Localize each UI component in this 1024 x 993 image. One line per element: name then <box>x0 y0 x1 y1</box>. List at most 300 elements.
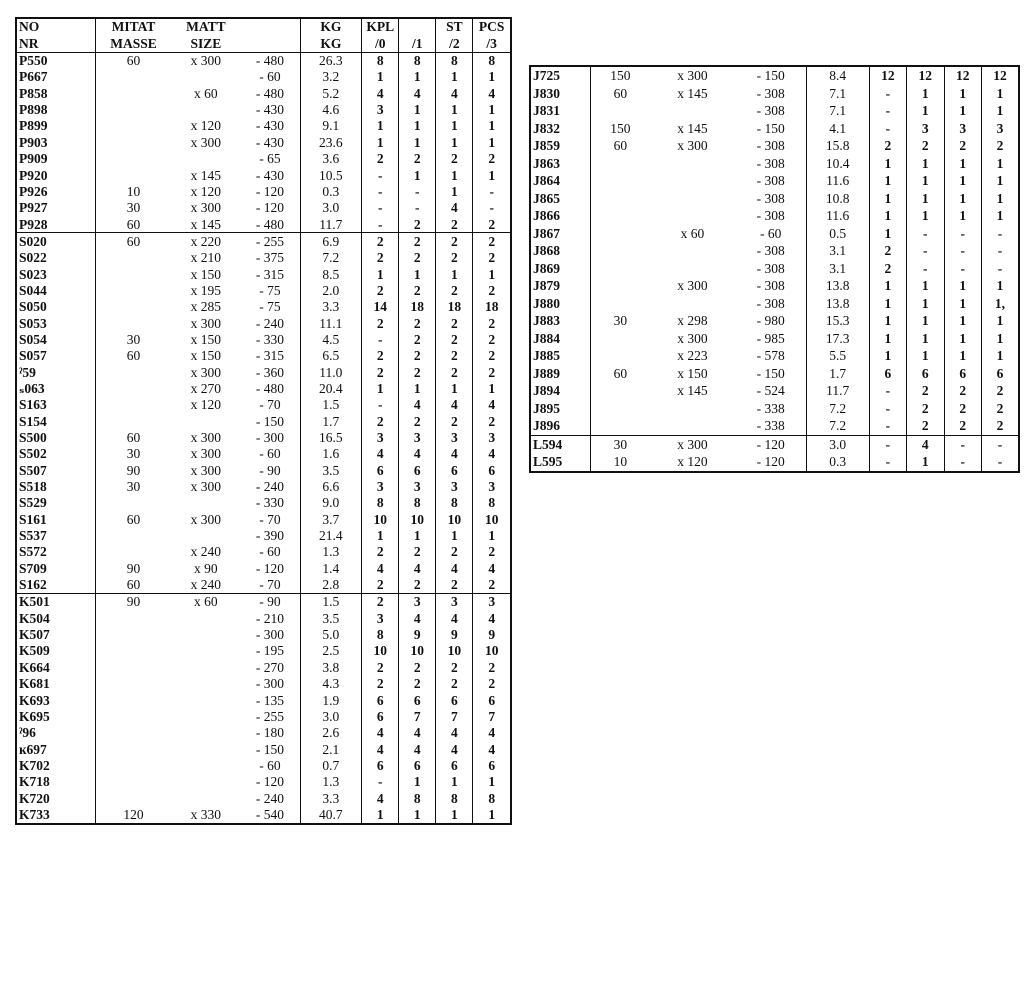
left-cell-item-number: P920 <box>19 167 48 183</box>
left-cell-measure <box>95 315 171 331</box>
left-cell-qty-2: 1 <box>436 528 473 544</box>
right-cell-measure: 150 <box>591 120 650 138</box>
left-cell-qty-1: 2 <box>399 659 436 675</box>
left-cell-length: - 70 <box>259 397 281 413</box>
right-cell-measure <box>591 330 650 348</box>
left-cell-size: x 300 <box>190 53 222 69</box>
right-row <box>530 137 1019 155</box>
right-cell-item-number: J889 <box>533 365 560 381</box>
left-cell-item-number: S500 <box>19 430 47 446</box>
left-cell-weight: 0.3 <box>300 183 362 199</box>
left-cell-size: x 300 <box>190 315 222 331</box>
left-cell-weight: 1.5 <box>300 397 362 413</box>
left-row <box>16 446 511 462</box>
left-cell-qty-2: 3 <box>436 479 473 495</box>
left-cell-qty-2: 1 <box>436 118 473 134</box>
left-cell-qty-2: 10 <box>436 643 473 659</box>
left-cell-length: - 60 <box>259 69 281 85</box>
right-cell-measure: 10 <box>591 453 650 472</box>
right-cell-qty-0: - <box>869 120 906 138</box>
right-cell-qty-2: 1 <box>944 85 981 103</box>
left-cell-qty-0: - <box>362 183 399 199</box>
right-cell-size: x 145 <box>677 383 708 398</box>
left-cell-qty-1: 2 <box>399 151 436 167</box>
left-header-cell: /3 <box>473 35 511 52</box>
left-cell-measure: 10 <box>95 183 171 199</box>
left-cell-qty-3: 6 <box>473 757 511 773</box>
left-cell-item-number: S537 <box>19 528 47 544</box>
left-cell-qty-3: 4 <box>473 610 511 626</box>
left-cell-size: x 145 <box>190 167 222 183</box>
right-cell-qty-1: 1 <box>907 207 944 225</box>
right-cell-size: x 145 <box>677 85 708 101</box>
right-cell-qty-1: 2 <box>907 137 944 155</box>
right-cell-qty-2: 3 <box>944 120 981 138</box>
left-cell-qty-1: 2 <box>399 348 436 364</box>
right-cell-qty-2: 1 <box>944 155 981 173</box>
left-cell-qty-1: 4 <box>399 610 436 626</box>
left-cell-measure <box>95 692 171 708</box>
right-cell-qty-3: 1 <box>981 330 1019 348</box>
left-cell-qty-3: 2 <box>473 577 511 594</box>
left-cell-weight: 3.2 <box>300 69 362 85</box>
left-header-cell: NR <box>16 35 95 52</box>
left-cell-weight: 6.9 <box>300 233 362 250</box>
left-cell-weight: 3.3 <box>300 790 362 806</box>
right-cell-measure: 30 <box>591 435 650 453</box>
left-cell-weight: 23.6 <box>300 134 362 150</box>
left-cell-length: - 270 <box>255 659 284 675</box>
left-cell-qty-3: 3 <box>473 430 511 446</box>
left-cell-qty-0: - <box>362 332 399 348</box>
left-cell-qty-1: 10 <box>399 511 436 527</box>
left-row <box>16 577 511 594</box>
right-row <box>530 453 1019 472</box>
right-cell-weight: 15.8 <box>806 137 869 155</box>
left-cell-item-number: S572 <box>19 544 47 560</box>
left-cell-qty-2: 2 <box>436 577 473 594</box>
left-cell-qty-0: - <box>362 167 399 183</box>
right-row <box>530 417 1019 435</box>
left-cell-qty-3: 7 <box>473 708 511 724</box>
left-cell-qty-3: 2 <box>473 544 511 560</box>
left-cell-qty-0: 3 <box>362 102 399 118</box>
right-cell-qty-2: - <box>944 435 981 453</box>
left-cell-qty-0: 2 <box>362 577 399 594</box>
left-cell-weight: 4.6 <box>300 102 362 118</box>
left-row <box>16 692 511 708</box>
right-cell-qty-2: 2 <box>944 417 981 435</box>
right-cell-length: - 120 <box>736 435 807 453</box>
left-cell-qty-2: 8 <box>436 52 473 69</box>
left-cell-qty-1: 9 <box>399 627 436 643</box>
left-row <box>16 250 511 266</box>
left-cell-qty-3: 8 <box>473 495 511 511</box>
right-cell-item-number: J830 <box>533 85 560 101</box>
left-cell-measure: 60 <box>95 233 171 250</box>
right-cell-qty-0: 1 <box>869 295 906 313</box>
left-cell-qty-1: 2 <box>399 676 436 692</box>
right-cell-qty-2: 1 <box>944 207 981 225</box>
left-cell-qty-0: 4 <box>362 85 399 101</box>
left-cell-qty-2: 3 <box>436 430 473 446</box>
left-cell-qty-1: 1 <box>399 134 436 150</box>
left-cell-qty-1: 7 <box>399 708 436 724</box>
left-cell-qty-2: 2 <box>436 413 473 429</box>
left-cell-weight: 2.5 <box>300 643 362 659</box>
right-cell-size <box>649 242 735 260</box>
right-cell-qty-0: - <box>869 417 906 435</box>
left-cell-measure <box>95 610 171 626</box>
left-cell-qty-1: 2 <box>399 233 436 250</box>
right-cell-qty-3: 2 <box>981 382 1019 400</box>
left-cell-item-number: K664 <box>19 659 50 675</box>
right-cell-measure <box>591 207 650 225</box>
left-row <box>16 462 511 478</box>
left-row <box>16 413 511 429</box>
left-cell-qty-1: 18 <box>399 299 436 315</box>
left-header-cell <box>240 18 300 35</box>
left-cell-measure <box>95 627 171 643</box>
left-cell-weight: 0.7 <box>300 757 362 773</box>
right-cell-qty-1: 1 <box>907 102 944 120</box>
left-cell-item-number: P858 <box>19 85 48 101</box>
left-cell-qty-3: 3 <box>473 479 511 495</box>
left-cell-length: - 255 <box>255 708 284 724</box>
right-cell-measure: 30 <box>591 312 650 330</box>
left-cell-qty-1: 2 <box>399 413 436 429</box>
left-header-cell: KPL <box>362 18 399 35</box>
left-cell-qty-0: 1 <box>362 134 399 150</box>
left-cell-size <box>171 610 240 626</box>
left-cell-qty-3: - <box>473 200 511 216</box>
left-cell-weight: 5.0 <box>300 627 362 643</box>
right-cell-item-number: J867 <box>533 225 560 241</box>
left-cell-qty-3: 2 <box>473 659 511 675</box>
right-cell-size: x 298 <box>677 313 708 328</box>
right-row <box>530 242 1019 260</box>
left-cell-qty-2: 2 <box>436 233 473 250</box>
left-cell-measure <box>95 544 171 560</box>
left-cell-item-number: P927 <box>19 200 48 216</box>
left-cell-qty-2: 1 <box>436 102 473 118</box>
right-cell-size <box>649 102 735 120</box>
left-cell-weight: 11.7 <box>300 216 362 233</box>
right-cell-item-number: J832 <box>533 120 560 136</box>
left-cell-item-number: S050 <box>19 299 47 315</box>
right-cell-qty-1: 1 <box>907 172 944 190</box>
left-cell-weight: 1.4 <box>300 560 362 576</box>
left-cell-qty-0: 4 <box>362 560 399 576</box>
left-cell-qty-2: 3 <box>436 594 473 611</box>
left-cell-qty-0: 8 <box>362 627 399 643</box>
left-cell-qty-1: 2 <box>399 283 436 299</box>
right-cell-qty-1: - <box>907 242 944 260</box>
left-cell-size <box>171 151 240 167</box>
left-cell-item-number: K702 <box>19 757 50 773</box>
left-cell-qty-3: 8 <box>473 790 511 806</box>
left-cell-qty-3: 8 <box>473 52 511 69</box>
left-cell-weight: 4.3 <box>300 676 362 692</box>
left-cell-measure: 60 <box>95 430 171 446</box>
left-cell-measure: 60 <box>95 577 171 594</box>
left-cell-qty-0: 8 <box>362 495 399 511</box>
right-cell-weight: 7.2 <box>806 400 869 418</box>
left-cell-length: - 375 <box>255 250 284 266</box>
left-cell-qty-0: 2 <box>362 315 399 331</box>
left-cell-qty-2: 4 <box>436 200 473 216</box>
right-cell-size: x 300 <box>677 330 708 346</box>
left-cell-measure <box>95 151 171 167</box>
right-cell-item-number: J866 <box>533 208 560 223</box>
left-cell-length: - 480 <box>255 380 284 396</box>
right-cell-size: x 150 <box>677 365 708 381</box>
left-cell-qty-0: 10 <box>362 511 399 527</box>
left-cell-qty-0: - <box>362 397 399 413</box>
right-cell-item-number: J885 <box>533 348 560 363</box>
left-cell-item-number: S529 <box>19 495 47 511</box>
left-cell-length: - 330 <box>255 495 284 511</box>
left-cell-qty-3: 4 <box>473 560 511 576</box>
right-cell-length: - 524 <box>756 383 785 398</box>
left-cell-qty-0: 2 <box>362 233 399 250</box>
left-cell-qty-1: 2 <box>399 577 436 594</box>
right-cell-length: - 308 <box>756 243 785 258</box>
left-row <box>16 741 511 757</box>
left-cell-length: - 180 <box>255 725 284 741</box>
left-cell-size <box>171 627 240 643</box>
left-row <box>16 610 511 626</box>
left-cell-length: - 195 <box>255 643 284 659</box>
right-cell-length: - 985 <box>756 330 785 346</box>
left-cell-item-number: K720 <box>19 790 50 806</box>
right-cell-weight: 4.1 <box>806 120 869 138</box>
left-cell-measure <box>95 528 171 544</box>
right-cell-length: - 120 <box>756 454 785 469</box>
left-row <box>16 364 511 380</box>
left-cell-measure: 30 <box>95 200 171 216</box>
left-cell-measure: 120 <box>95 807 171 824</box>
left-cell-item-number: P550 <box>19 53 48 69</box>
left-cell-item-number: K509 <box>19 643 50 659</box>
left-cell-qty-0: 3 <box>362 430 399 446</box>
left-cell-item-number: K693 <box>19 692 50 708</box>
right-cell-item-number: J884 <box>533 330 560 346</box>
left-cell-qty-3: 10 <box>473 643 511 659</box>
left-cell-qty-3: 2 <box>473 332 511 348</box>
left-cell-measure: 60 <box>95 348 171 364</box>
left-cell-qty-2: 2 <box>436 315 473 331</box>
left-cell-qty-1: 1 <box>399 118 436 134</box>
left-cell-measure <box>95 250 171 266</box>
left-cell-qty-3: 3 <box>473 594 511 611</box>
left-cell-qty-0: 10 <box>362 643 399 659</box>
left-cell-length: - 480 <box>255 85 284 101</box>
right-cell-qty-2: 1 <box>944 102 981 120</box>
right-cell-item-number: J831 <box>533 103 560 118</box>
right-cell-qty-1: 12 <box>907 66 944 85</box>
right-cell-size <box>649 155 735 173</box>
left-cell-qty-3: 2 <box>473 364 511 380</box>
right-cell-item-number: J883 <box>533 313 560 328</box>
left-cell-item-number: S154 <box>19 413 47 429</box>
left-cell-qty-0: 1 <box>362 118 399 134</box>
left-cell-qty-1: 2 <box>399 544 436 560</box>
right-cell-qty-2: 2 <box>944 382 981 400</box>
left-cell-qty-3: 9 <box>473 627 511 643</box>
left-row <box>16 332 511 348</box>
left-cell-qty-0: 2 <box>362 676 399 692</box>
left-cell-size: x 300 <box>190 479 222 495</box>
left-header-cell: SIZE <box>171 35 240 52</box>
left-row <box>16 183 511 199</box>
right-cell-length: - 338 <box>756 400 785 416</box>
left-cell-item-number: S054 <box>19 331 47 347</box>
left-cell-item-number: P926 <box>19 183 48 199</box>
left-row <box>16 544 511 560</box>
left-cell-qty-1: 1 <box>399 528 436 544</box>
right-cell-weight: 3.0 <box>806 435 869 453</box>
left-cell-qty-2: 2 <box>436 544 473 560</box>
left-cell-qty-1: 2 <box>399 216 436 233</box>
left-cell-size <box>171 692 240 708</box>
right-cell-measure <box>591 295 650 313</box>
right-cell-length: - 150 <box>756 120 785 136</box>
right-cell-measure <box>591 102 650 120</box>
right-cell-measure <box>591 382 650 400</box>
right-cell-qty-0: 1 <box>869 312 906 330</box>
right-cell-qty-2: 1 <box>944 330 981 348</box>
right-cell-qty-0: 1 <box>869 330 906 348</box>
left-cell-qty-1: 3 <box>399 479 436 495</box>
right-cell-measure: 60 <box>591 365 650 383</box>
right-cell-qty-3: - <box>981 435 1019 453</box>
left-row <box>16 659 511 675</box>
right-cell-length: - 308 <box>756 260 785 276</box>
right-cell-qty-2: 6 <box>944 365 981 383</box>
left-cell-qty-3: 2 <box>473 676 511 692</box>
left-cell-item-number: S518 <box>19 479 47 495</box>
left-cell-size: x 120 <box>190 118 222 134</box>
left-cell-qty-0: - <box>362 774 399 790</box>
right-cell-qty-2: - <box>944 260 981 278</box>
left-cell-item-number: S507 <box>19 462 47 478</box>
right-cell-weight: 3.1 <box>806 242 869 260</box>
left-cell-qty-1: 1 <box>399 167 436 183</box>
right-row <box>530 330 1019 348</box>
right-cell-qty-2: - <box>944 242 981 260</box>
right-cell-length: - 150 <box>756 365 785 381</box>
right-cell-qty-0: - <box>869 435 906 453</box>
left-cell-qty-0: 1 <box>362 807 399 824</box>
left-cell-item-number: P903 <box>19 134 48 150</box>
right-row <box>530 277 1019 295</box>
left-cell-qty-3: 1 <box>473 266 511 282</box>
left-header-cell: /2 <box>436 35 473 52</box>
left-row <box>16 708 511 724</box>
right-cell-measure <box>591 172 650 190</box>
right-cell-weight: 7.1 <box>806 85 869 103</box>
left-cell-length: - 60 <box>259 544 281 560</box>
right-cell-length: - 308 <box>756 85 785 101</box>
right-cell-qty-1: 1 <box>907 155 944 173</box>
left-cell-measure: 90 <box>95 462 171 478</box>
left-cell-qty-3: - <box>473 183 511 199</box>
left-header-cell: MATT <box>186 19 226 35</box>
right-row <box>530 120 1019 138</box>
left-cell-qty-2: 4 <box>436 85 473 101</box>
left-cell-weight: 21.4 <box>300 528 362 544</box>
left-cell-measure <box>95 364 171 380</box>
left-cell-qty-3: 2 <box>473 216 511 233</box>
left-cell-size: x 300 <box>190 446 222 462</box>
left-cell-weight: 10.5 <box>300 167 362 183</box>
right-cell-qty-1: - <box>907 225 944 243</box>
left-cell-size: x 60 <box>171 594 240 611</box>
right-cell-weight: 0.5 <box>806 225 869 243</box>
left-cell-qty-1: 1 <box>399 266 436 282</box>
right-cell-item-number: J863 <box>533 155 560 171</box>
right-cell-qty-0: 1 <box>869 225 906 243</box>
left-cell-length: - 240 <box>255 790 284 806</box>
left-cell-length: - 300 <box>255 627 284 643</box>
left-row <box>16 397 511 413</box>
left-cell-qty-0: 2 <box>362 364 399 380</box>
left-cell-length: - 540 <box>255 806 284 822</box>
left-cell-qty-0: 2 <box>362 594 399 611</box>
left-row <box>16 757 511 773</box>
right-cell-size: x 60 <box>680 225 705 241</box>
left-cell-item-number: S057 <box>19 348 47 364</box>
left-cell-measure <box>95 708 171 724</box>
left-cell-length: - 120 <box>255 774 284 790</box>
right-cell-size <box>649 417 735 435</box>
left-header-cell <box>399 18 436 35</box>
left-cell-qty-2: 2 <box>436 364 473 380</box>
left-cell-qty-1: - <box>399 183 436 199</box>
left-row <box>16 381 511 397</box>
right-row <box>530 295 1019 313</box>
right-cell-length: - 308 <box>756 103 785 118</box>
right-cell-qty-3: 1 <box>981 155 1019 173</box>
right-cell-qty-3: 1, <box>981 295 1019 313</box>
left-cell-weight: 2.6 <box>300 725 362 741</box>
right-cell-qty-2: - <box>944 225 981 243</box>
right-cell-weight: 15.3 <box>806 312 869 330</box>
left-cell-qty-0: 14 <box>362 299 399 315</box>
right-cell-qty-0: - <box>869 453 906 472</box>
right-cell-length: - 308 <box>756 138 785 153</box>
right-cell-measure <box>591 400 650 418</box>
left-cell-length: - 430 <box>255 118 284 134</box>
left-cell-measure: 60 <box>95 52 171 69</box>
left-cell-qty-3: 6 <box>473 692 511 708</box>
left-cell-qty-0: 6 <box>362 757 399 773</box>
left-row <box>16 348 511 364</box>
left-cell-weight: 11.0 <box>300 364 362 380</box>
right-cell-item-number: L595 <box>533 454 563 469</box>
right-cell-measure <box>591 417 650 435</box>
right-cell-qty-1: 1 <box>907 295 944 313</box>
left-cell-qty-2: 1 <box>436 183 473 199</box>
right-cell-size <box>649 295 735 313</box>
right-cell-qty-2: 1 <box>944 347 981 365</box>
right-row <box>530 435 1019 453</box>
right-cell-item-number: J864 <box>533 173 560 188</box>
left-cell-qty-2: 2 <box>436 332 473 348</box>
left-cell-weight: 6.5 <box>300 348 362 364</box>
right-cell-item-number: J869 <box>533 260 560 276</box>
